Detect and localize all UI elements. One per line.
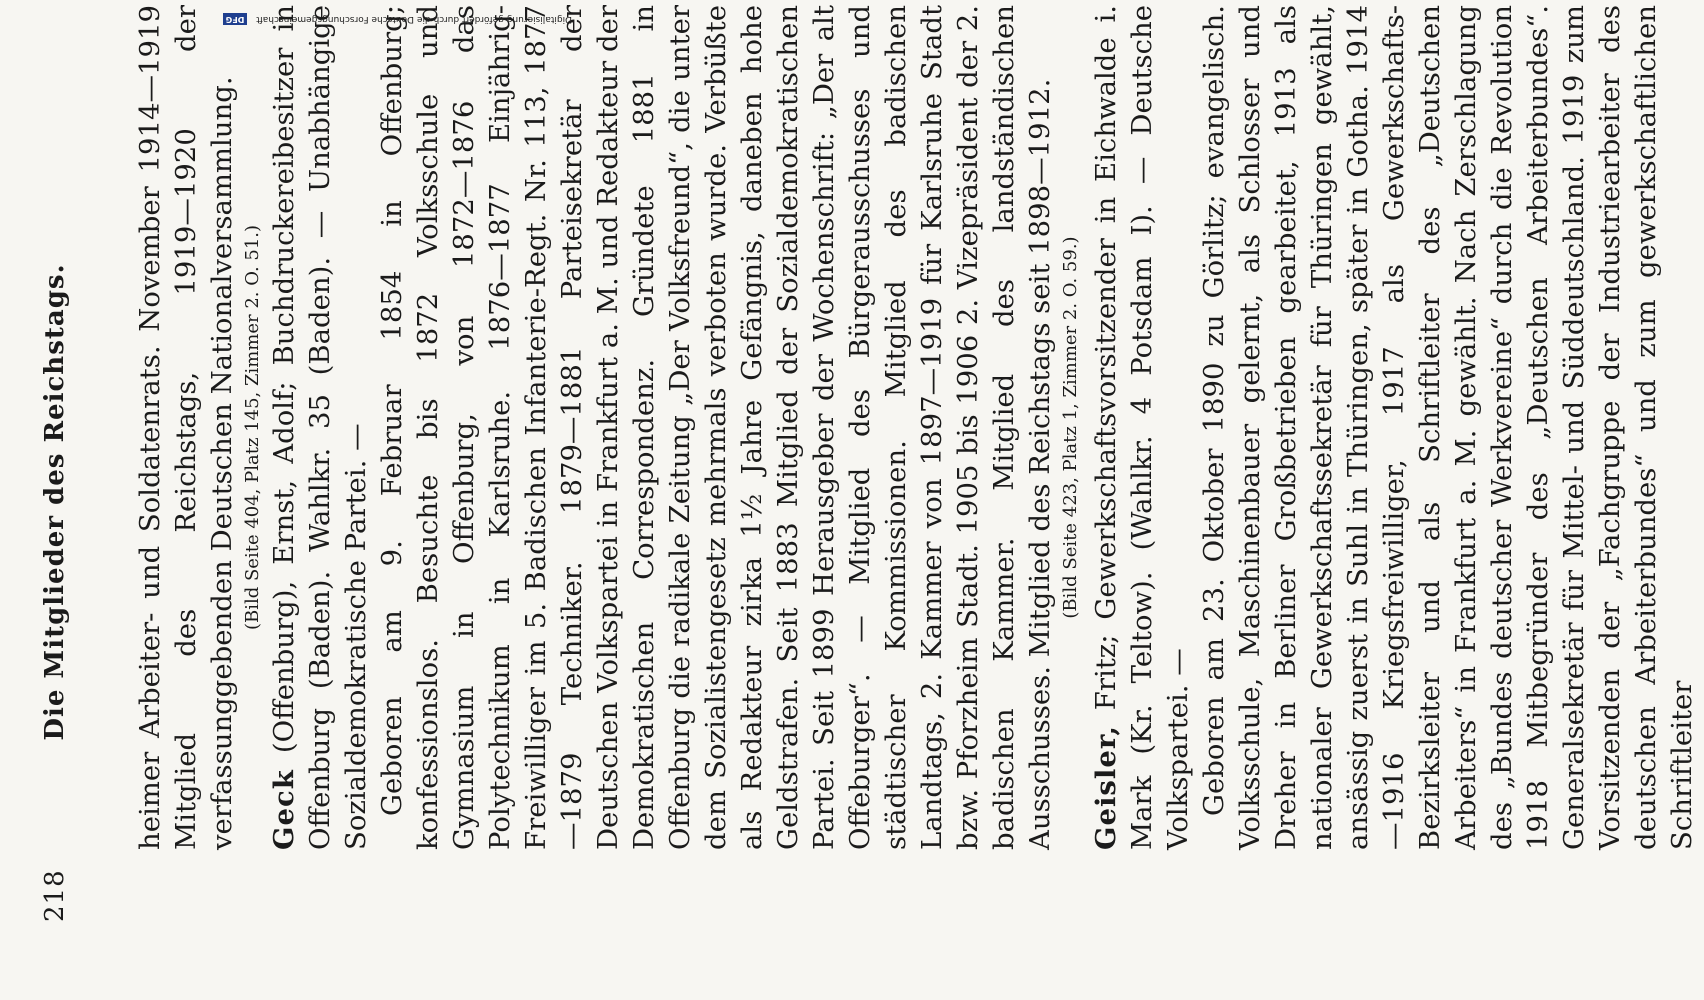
running-title: Die Mitglieder des Reichstags. (40, 263, 70, 741)
member-name: Geck (268, 769, 300, 850)
member-biography: Geboren am 23. Oktober 1890 zu Görlitz; evangelisch. Volksschule, Maschinenbauer gelernt, als Schlosser und Dreher in Berliner Großbetrieben gearbeitet, 1913 als nationaler Gewerkschaftssekretär für Thüringen gewählt, ansässig zuerst in Suhl in Thüringen, später in Gotha. 1914—1916 Kriegsfreiwilliger, 1917 als Gewerkschafts-Bezirksleiter und als Schriftleiter des „Deutschen Arbeiters“ in Frankfurt a. M. gewählt. Nach Zerschlagung des „Bundes deutscher Werkvereine“ durch die Revolution 1918 Mitbegründer des „Deutschen Arbeiterbundes“. Generalsekretär für Mittel- und Süddeutschland. 1919 zum Vorsitzenden der „Fachgruppe der Industriearbeiter des deutschen Arbeiterbundes“ und zum gewerkschaftlichen Schriftleiter (1198, 5, 1698, 850)
bild-reference: (Bild Seite 423, Platz 1, Zimmer 2. O. 59.) (1060, 236, 1081, 619)
dfg-logo: DFG (223, 14, 248, 26)
entry-heading (1088, 5, 1196, 850)
member-name: Geisler, (1090, 725, 1122, 850)
page-header (40, 82, 80, 922)
member-biography: Geboren am 9. Februar 1854 in Offenburg; konfessionslos. Besuchte bis 1872 Volksschule und Gymnasium in Offenburg, von 1872—1876 das Polytechnikum in Karlsruhe. 1876—1877 Einjährig-Freiwilliger im 5. Badischen Infanterie-Regt. Nr. 113, 1877—1879 Techniker. 1879—1881 Parteisekretär der Deutschen Volkspartei in Frankfurt a. M. und Redakteur der Demokratischen Correspondenz. Gründete 1881 in Offenburg die radikale Zeitung „Der Volksfreund“, die unter dem Sozialistengesetz mehrmals verboten wurde. Verbüßte als Redakteur zirka 1½ Jahre Gefängnis, daneben hohe Geldstrafen. Seit 1883 Mitglied der Sozialdemokratischen Partei. Seit 1899 Herausgeber der Wochenschrift: „Der alt Offeburger“. — Mitglied des Bürgerausschusses und städtischer Kommissionen. Mitglied des badischen Landtags, 2. Kammer von 1897—1919 für Karlsruhe Stadt bzw. Pforzheim Stadt. 1905 bis 1906 2. Vizepräsident der 2. badischen Kammer. Mitglied des landständischen Ausschusses. Mitglied des Reichstags seit 1898—1912. (376, 5, 1056, 850)
member-entry-geck (266, 5, 1084, 850)
digitization-credit: Digitalisierung gefördert durch die Deutsche Forschungsgemeinschaft (256, 14, 572, 24)
continuation-paragraph: heimer Arbeiter- und Soldatenrats. November 1914—1919 Mitglied des Reichstags, 1919—1920 der verfassunggebenden Deutschen Nationalversammlung. (134, 5, 238, 850)
member-intro: Fritz; Gewerkschaftsvorsitzender in Eichwalde i. Mark (Kr. Teltow). (Wahlkr. 4 Potsdam I). — Deutsche Volkspartei. — (1090, 5, 1194, 850)
member-entry-geisler (1088, 5, 1700, 850)
digitization-note (12, 4, 572, 34)
member-intro: (Offenburg), Ernst, Adolf; Buchdruckereibesitzer in Offenburg (Baden). Wahlkr. 35 (Baden). — Unabhängige Sozialdemokratische Partei. — (268, 5, 372, 850)
page-number: 218 (40, 869, 70, 922)
entry-heading (266, 5, 374, 850)
body-text (132, 5, 1704, 850)
bild-reference: (Bild Seite 404, Platz 145, Zimmer 2. O. 51.) (242, 224, 263, 631)
